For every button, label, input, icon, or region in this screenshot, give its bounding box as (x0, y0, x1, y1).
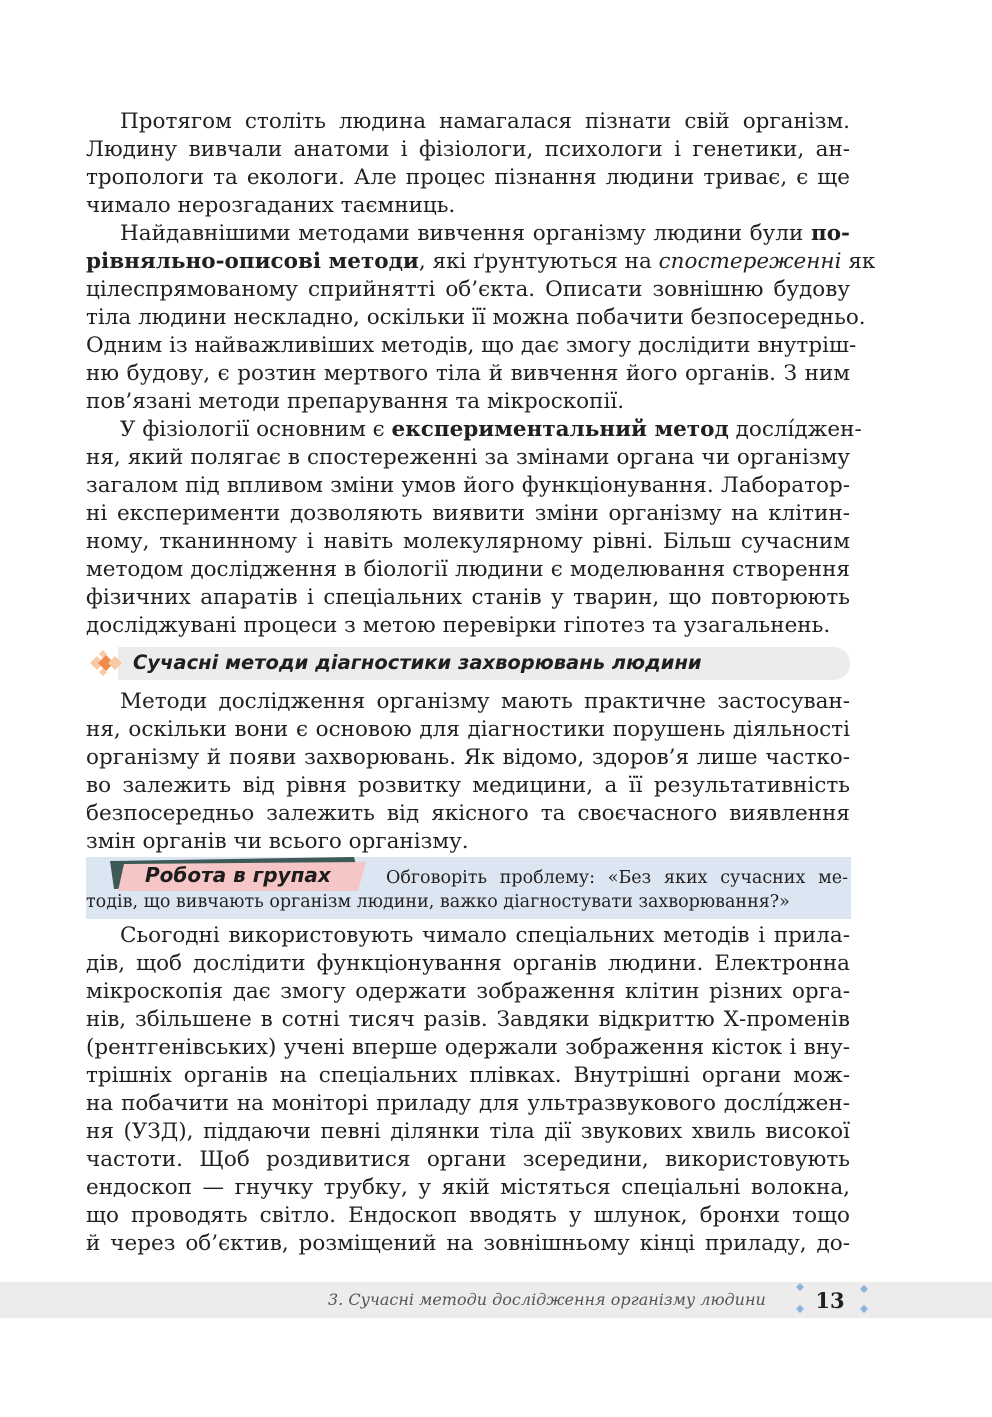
text-line: пов’язані методи препарування та мікроскопії. (86, 389, 625, 414)
text-line (120, 416, 862, 444)
text-line: ня, який полягає в спостереженні за змінами органа чи організму (86, 445, 850, 470)
text-run: Найдавнішими методами вивчення організму людини були (120, 221, 811, 246)
text-line: трішніх органів на спеціальних плівках. Внутрішні органи мож- (86, 1063, 850, 1088)
text-line: тіла людини нескладно, оскільки її можна побачити безпосередньо. (86, 305, 866, 330)
text-line: дів, щоб дослідити функціонування органів людини. Електронна (86, 951, 850, 976)
footer-chapter-title: 3. Сучасні методи дослідження організму людини (328, 1290, 766, 1309)
text-line: фізичних апаратів і спеціальних станів у тварин, що повторюють (86, 585, 850, 610)
text-line: чимало нерозгаданих таємниць. (86, 193, 456, 218)
text-line: ня, оскільки вони є основою для діагностики порушень діяльності (86, 717, 850, 742)
text-run: , які ґрунтуються на (418, 249, 659, 274)
text-run: У фізіології основним є (120, 417, 392, 442)
text-line: безпосередньо залежить від якісного та своєчасного виявлення (86, 801, 850, 826)
text-line: нів, збільшене в сотні тисяч разів. Завдяки відкриттю Х-променів (86, 1007, 850, 1032)
text-line: методом дослідження в біології людини є моделювання створення (86, 557, 850, 582)
text-line: ні експерименти дозволяють виявити зміни організму на клітин- (86, 501, 850, 526)
bold-term: рівняльно-описові методи (86, 249, 419, 274)
group-work-label: Робота в групах (145, 863, 331, 887)
text-line: Протягом століть людина намагалася пізнати свій організм. (120, 109, 850, 134)
text-line: організму й появи захворювань. Як відомо, здоров’я лише частко- (86, 745, 850, 770)
text-line: що проводять світло. Ендоскоп вводять у шлунок, бронхи тощо (86, 1203, 850, 1228)
group-work-text: тодів, що вивчають організм людини, важко діагностувати захворювання?» (86, 892, 790, 912)
text-line: Одним із найважливіших методів, що дає змогу дослідити внутріш- (86, 333, 857, 358)
text-line: досліджувані процеси з метою перевірки гіпотез та узагальнень. (86, 613, 831, 638)
text-line: ному, тканинному і навіть молекулярному рівні. Більш сучасним (86, 529, 850, 554)
diamond-bullet-icon (82, 648, 138, 678)
bold-term: по- (810, 221, 850, 246)
text-run: як (841, 249, 876, 274)
text-line: змін органів чи всього організму. (86, 829, 469, 854)
italic-term: спостереженні (658, 249, 842, 274)
bold-term: експериментальний метод (391, 417, 729, 442)
page-number: 13 (815, 1288, 845, 1313)
text-line: ня (УЗД), піддаючи певні ділянки тіла дії звукових хвиль високої (86, 1119, 850, 1144)
text-run: дослíджен- (728, 417, 862, 442)
section-title: Сучасні методи діагностики захворювань людини (133, 651, 702, 674)
text-line: цілеспрямованому сприйнятті об’єкта. Описати зовнішню будову (86, 277, 850, 302)
text-line: й через об’єктив, розміщений на зовнішньому кінці приладу, до- (86, 1231, 850, 1256)
text-line: во залежить від рівня розвитку медицини, а її результативність (86, 773, 850, 798)
text-line: Сьогодні використовують чимало спеціальних методів і прила- (120, 923, 850, 948)
group-work-text: Обговоріть проблему: «Без яких сучасних ме- (386, 868, 848, 888)
text-line (86, 248, 876, 276)
text-line: мікроскопія дає змогу одержати зображення клітин різних орга- (86, 979, 850, 1004)
text-line: частоти. Щоб роздивитися органи зсередини, використовують (86, 1147, 850, 1172)
text-line: (рентгенівських) учені вперше одержали зображення кісток і вну- (86, 1035, 850, 1060)
text-line: загалом під впливом зміни умов його функціонування. Лаборатор- (86, 473, 850, 498)
text-line: Людину вивчали анатоми і фізіологи, психологи і генетики, ан- (86, 137, 850, 162)
text-line: на побачити на моніторі приладу для ультразвукового дослíджен- (86, 1091, 850, 1116)
text-line: ню будову, є розтин мертвого тіла й вивчення його органів. З ним (86, 361, 850, 386)
text-line: тропологи та екологи. Але процес пізнання людини триває, є ще (86, 165, 850, 190)
text-line (120, 220, 850, 248)
text-line: Методи дослідження організму мають практичне застосуван- (120, 689, 850, 714)
text-line: ендоскоп — гнучку трубку, у якій містяться спеціальні волокна, (86, 1175, 850, 1200)
